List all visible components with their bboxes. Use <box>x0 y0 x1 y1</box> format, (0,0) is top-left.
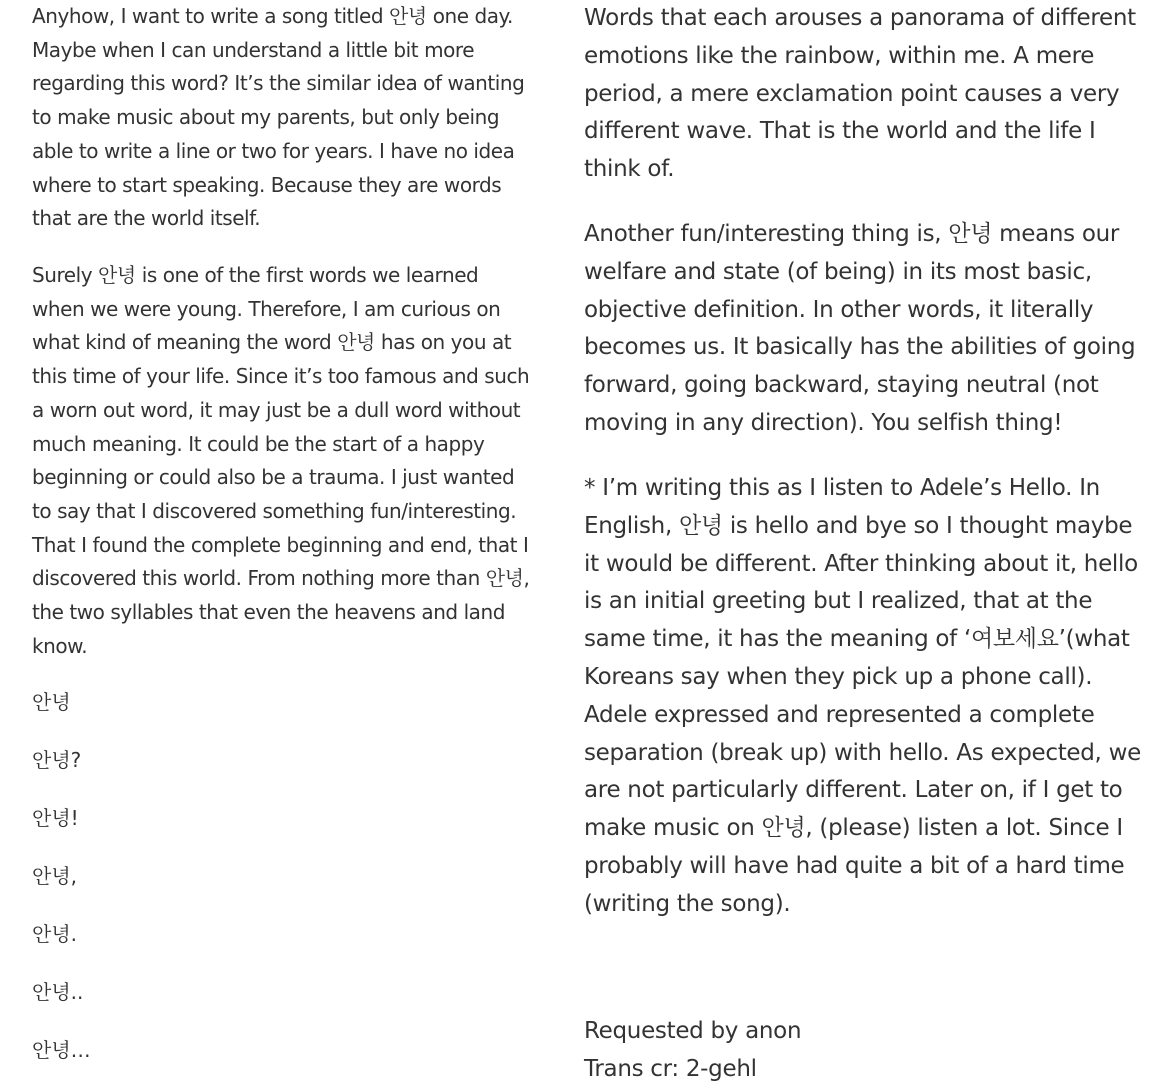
annyeong-variant-period: 안녕. <box>32 922 77 946</box>
paragraph-adele-hello-note: * I’m writing this as I listen to Adele’s Hello. In English, 안녕 is hello and bye so I thought maybe it would be different. After thinking about it, hello is an initial greeting but I realized, that at the same time, it has the meaning of ‘여보세요’(what Koreans say when they pick up a phone call). Adele expressed and represented a complete separation (break up) with hello. As expected, we are not particularly different. Later on, if I get to make music on 안녕, (please) listen a lot. Since I probably will have had quite a bit of a hard time (writing the song). <box>584 475 1141 917</box>
paragraph-song-title: Anyhow, I want to write a song titled 안녕 one day. Maybe when I can understand a little bit more regarding this word? It’s the similar idea of wanting to make music about my parents, but only being able to write a line or two for years. I have no idea where to start speaking. Because they are words that are the world itself. <box>32 4 525 231</box>
annyeong-variant-comma: 안녕, <box>32 864 77 888</box>
credit-translation: Trans cr: 2-gehl <box>584 1056 757 1082</box>
annyeong-variant-ellipsis: 안녕… <box>32 1038 91 1062</box>
annyeong-variant-exclamation: 안녕! <box>32 806 79 830</box>
annyeong-variant-question: 안녕? <box>32 748 82 772</box>
paragraph-welfare-meaning: Another fun/interesting thing is, 안녕 means our welfare and state (of being) in its most basic, objective definition. In other words, it literally becomes us. It basically has the abilities of going forward, going backward, staying neutral (not moving in any direction). You selfish thing! <box>584 221 1136 436</box>
paragraph-panorama-emotions: Words that each arouses a panorama of different emotions like the rainbow, within me. A mere period, a mere exclamation point causes a very different wave. That is the world and the life I think of. <box>584 5 1136 183</box>
paragraph-first-words: Surely 안녕 is one of the first words we learned when we were young. Therefore, I am curious on what kind of meaning the word 안녕 has on you at this time of your life. Since it’s too famous and such a worn out word, it may just be a dull word without much meaning. It could be the start of a happy beginning or could also be a trauma. I just wanted to say that I discovered something fun/interesting. That I found the complete beginning and end, that I discovered this world. From nothing more than 안녕, the two syllables that even the heavens and land know. <box>32 263 530 658</box>
credit-requested-by: Requested by anon <box>584 1018 802 1044</box>
annyeong-variant-double-period: 안녕.. <box>32 980 84 1004</box>
annyeong-variant-plain: 안녕 <box>32 690 71 714</box>
